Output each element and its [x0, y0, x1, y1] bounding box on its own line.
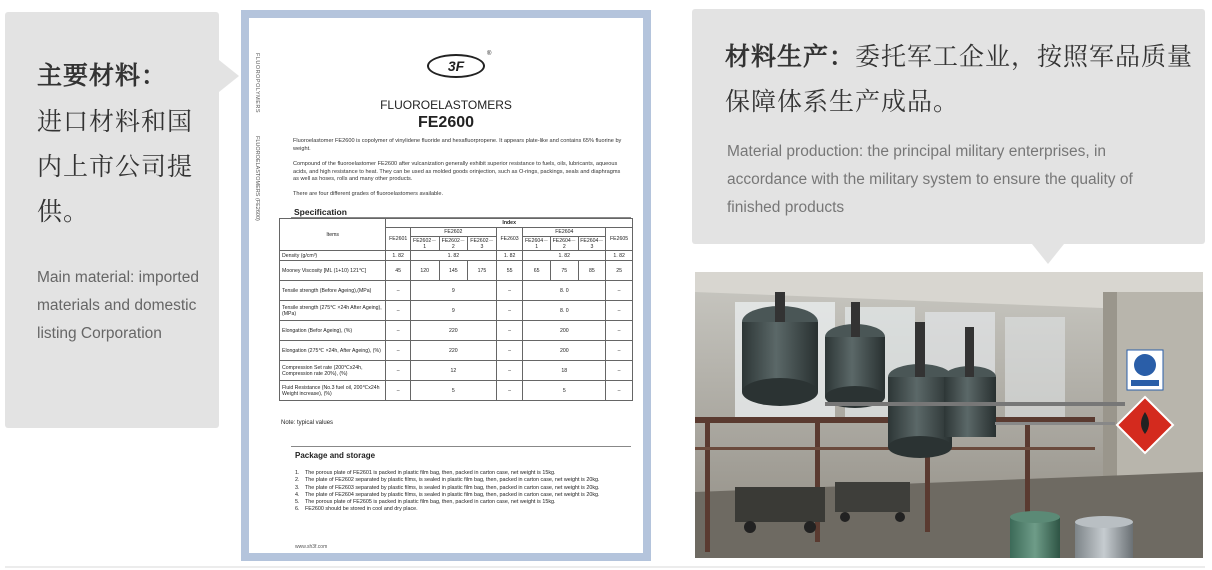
table-cell: – [496, 301, 523, 321]
website-url: www.sh3f.com [295, 544, 328, 550]
list-number: 5. [295, 499, 300, 506]
table-cell: – [606, 341, 633, 361]
table-cell: 75 [551, 261, 579, 281]
specification-table [279, 218, 633, 401]
table-cell: 200 [523, 321, 606, 341]
row-label: Fluid Resistance (No.3 fuel oil, 200℃x24h Weight increase), (%) [280, 381, 386, 401]
grade-fe2603: FE2603 [496, 228, 523, 251]
row-label: Elongation (Befor Ageing), (%) [280, 321, 386, 341]
list-item [295, 499, 625, 506]
product-code: FE2600 [417, 114, 475, 131]
datasheet-image [241, 10, 651, 561]
main-material-callout [5, 12, 219, 428]
list-item [295, 477, 625, 484]
table-cell: – [386, 361, 411, 381]
table-cell: 175 [468, 261, 497, 281]
subgrade: FE2604－2 [551, 237, 579, 251]
table-cell: 5 [523, 381, 606, 401]
list-text: The plate of FE2603 separated by plastic films, is sealed in plastic film bag, then, packed in carton case, net weight is 20kg. [305, 484, 600, 491]
index-header: Index [386, 219, 633, 228]
row-label: Density (g/cm³) [280, 251, 386, 261]
intro-paragraph-2: Compound of the fluoroelastomer FE2600 after vulcanization generally exhibit superior resistance to fuels, oils, lubricants, aqueous acids, and high resistance to heat. They can be used as molded goods orinjection, such as O-rings, packings, seals and diaphragms as well as hoses, rolls and many other products. [293, 161, 621, 182]
table-cell: – [496, 381, 523, 401]
factory-illustration [695, 272, 1203, 558]
material-production-text-cn [725, 35, 1195, 125]
list-number: 1. [295, 470, 300, 476]
grade-fe2604: FE2604 [523, 228, 606, 237]
row-label: Tensile strength (Before Ageing),(MPa) [280, 281, 386, 301]
row-label: Elongation (275℃ ×24h, After Ageing), (%) [280, 341, 386, 361]
side-label-fluoroelastomers: FLUOROELASTOMERS (FE2600) [254, 136, 260, 221]
table-cell: – [386, 281, 411, 301]
list-item [295, 470, 625, 477]
company-logo: 3F [427, 54, 485, 78]
main-material-text-cn: 进口材料和国内上市公司提供。 [37, 108, 194, 226]
table-cell: – [496, 341, 523, 361]
datasheet-page [249, 18, 643, 553]
table-cell: 18 [523, 361, 606, 381]
registered-mark: ® [487, 51, 492, 57]
list-number: 2. [295, 477, 300, 484]
list-item [295, 492, 625, 499]
row-label: Mooney Viscosity [ML (1+10) 121℃] [280, 261, 386, 281]
material-production-text-en: Material production: the principal military enterprises, in accordance with the military system to ensure the quality of finished products [727, 143, 1133, 216]
table-cell: 220 [410, 341, 496, 361]
table-cell: 9 [410, 301, 496, 321]
table-cell: 1. 82 [523, 251, 606, 261]
table-cell: – [606, 301, 633, 321]
table-cell: 200 [523, 341, 606, 361]
subgrade: FE2602－3 [468, 237, 497, 251]
table-cell: 12 [410, 361, 496, 381]
intro-paragraph-1: Fluoroelastomer FE2600 is copolymer of vinylidene fluoride and hexafluorpropene. It appears plate-like and contains 65% fluorine by weight. [293, 138, 622, 152]
subgrade: FE2604－3 [578, 237, 606, 251]
table-cell: 1. 82 [410, 251, 496, 261]
table-cell: – [606, 361, 633, 381]
material-production-body-cn: 委托军工企业，按照军品质量保障体系生产成品。 [725, 43, 1194, 116]
main-material-title: 主要材料： [37, 62, 168, 90]
section-divider [291, 446, 631, 447]
list-number: 6. [295, 506, 300, 513]
list-item [295, 485, 625, 492]
package-list [295, 470, 625, 514]
list-text: The porous plate of FE2605 is packed in plastic film bag, then, packed in carton case, net weight is 15kg. [305, 499, 556, 506]
table-cell: 8. 0 [523, 301, 606, 321]
list-text: The porous plate of FE2601 is packed in plastic film bag, then, packed in carton case, net weight is 15kg. [305, 470, 556, 476]
list-number: 3. [295, 484, 300, 491]
material-production-title: 材料生产： [725, 43, 856, 71]
table-cell: – [386, 381, 411, 401]
factory-photo [695, 272, 1203, 558]
table-cell: – [386, 301, 411, 321]
table-cell: 55 [496, 261, 523, 281]
material-production-callout [692, 9, 1205, 244]
table-cell: – [386, 321, 411, 341]
table-cell: – [386, 341, 411, 361]
table-cell: 45 [386, 261, 411, 281]
table-cell: – [606, 321, 633, 341]
table-cell: 9 [410, 281, 496, 301]
table-note: Note: typical values [281, 420, 334, 426]
table-cell: – [606, 381, 633, 401]
side-label-fluoropolymers: FLUOROPOLYMERS [254, 53, 260, 114]
list-number: 4. [295, 491, 300, 498]
table-cell: – [496, 361, 523, 381]
main-material-text-en: Main material: imported materials and domestic listing Corporation [37, 269, 199, 342]
package-storage-title: Package and storage [295, 451, 376, 460]
table-cell: 85 [578, 261, 606, 281]
subgrade: FE2604－1 [523, 237, 551, 251]
subgrade: FE2602－1 [410, 237, 439, 251]
table-cell: 1. 82 [606, 251, 633, 261]
table-cell: 145 [439, 261, 468, 281]
items-header: Items [280, 219, 386, 251]
list-text: The plate of FE2604 separated by plastic films, is sealed in plastic film bag, then, packed in carton case, net weight is 20kg. [305, 491, 600, 498]
table-cell: 1. 82 [386, 251, 411, 261]
list-item [295, 506, 625, 513]
table-cell: 8. 0 [523, 281, 606, 301]
table-cell: 25 [606, 261, 633, 281]
bottom-divider [5, 566, 1205, 568]
intro-paragraph-3: There are four different grades of fluoroelastomers available. [293, 191, 444, 197]
table-cell: 5 [410, 381, 496, 401]
table-cell: 1. 82 [496, 251, 523, 261]
grade-fe2605: FE2605 [606, 228, 633, 251]
specification-title: Specification [294, 207, 347, 217]
table-cell: 120 [410, 261, 439, 281]
row-label: Compression Set rate (200℃x24h, Compression rate 20%), (%) [280, 361, 386, 381]
table-cell: 220 [410, 321, 496, 341]
list-text: The plate of FE2602 separated by plastic films, is sealed in plastic film bag, then, packed in carton case, net weight is 20kg. [305, 477, 600, 484]
datasheet-heading: FLUOROELASTOMERS [380, 98, 512, 112]
table-cell: – [496, 281, 523, 301]
grade-fe2602: FE2602 [410, 228, 496, 237]
grade-fe2601: FE2601 [386, 228, 411, 251]
row-label: Tensile strength (275℃ ×24h After Ageing), (MPa) [280, 301, 386, 321]
table-cell: – [606, 281, 633, 301]
list-text: FE2600 should be stored in cool and dry place. [305, 506, 418, 513]
table-cell: 65 [523, 261, 551, 281]
table-cell: – [496, 321, 523, 341]
subgrade: FE2602－2 [439, 237, 468, 251]
